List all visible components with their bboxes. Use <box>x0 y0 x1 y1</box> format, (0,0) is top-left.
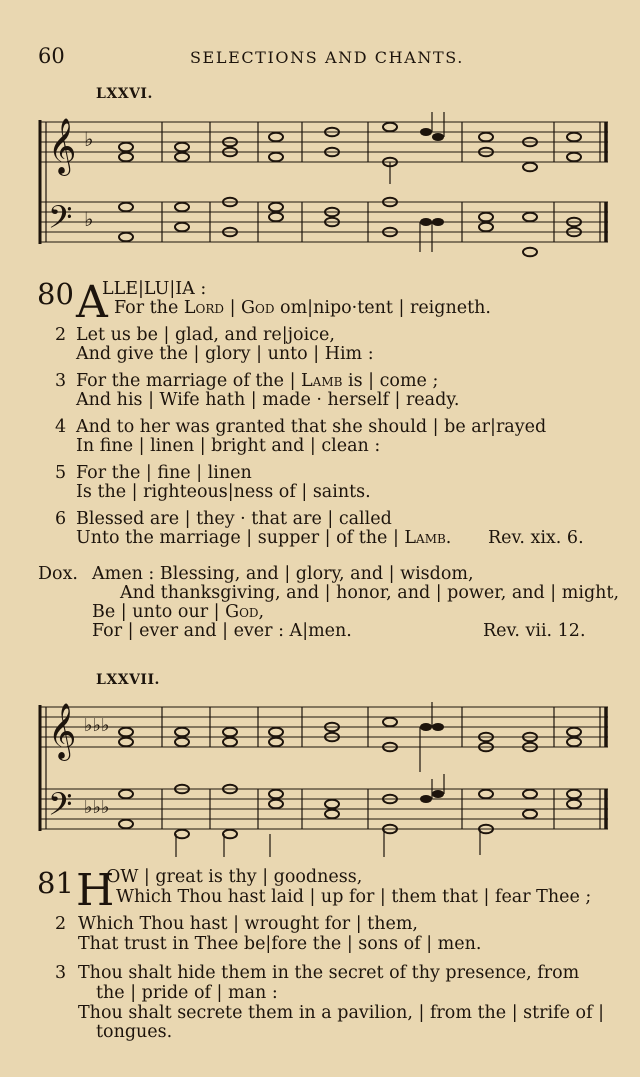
verse-line: Which Thou hast | wrought for | them, <box>78 914 418 934</box>
verse-line: And give the | glory | unto | Him : <box>76 344 374 364</box>
drop-cap: A <box>76 277 108 328</box>
selection-number: 80 <box>37 277 74 311</box>
verse-1-line-1: OW | great is thy | goodness, <box>106 867 363 887</box>
verse-line: Is the | righteous|ness of | saints. <box>76 482 371 502</box>
verse-number: 3 <box>55 963 67 983</box>
small-caps-word: Lord <box>183 298 224 318</box>
page-header <box>0 44 640 74</box>
text-fragment: om|nipo·tent | reigneth. <box>274 298 491 318</box>
verse-1-line-1: LLE|LU|IA : <box>102 279 207 299</box>
verse-number: 3 <box>55 371 67 391</box>
verse-1-line-2 <box>114 298 491 318</box>
svg-text:♭♭♭: ♭♭♭ <box>84 797 110 818</box>
music-staff-chant-76 <box>34 112 614 262</box>
text-fragment: is | come ; <box>342 371 439 391</box>
small-caps-word: Lamb. <box>404 528 452 548</box>
chant-number: LXXVI. <box>96 86 153 102</box>
verse-number: 2 <box>55 914 67 934</box>
doxology-label: Dox. <box>38 564 78 584</box>
svg-text:𝄞: 𝄞 <box>48 703 77 759</box>
doxology-line: Amen : Blessing, and | glory, and | wisdom, <box>92 564 474 584</box>
verse-number: 5 <box>55 463 67 483</box>
chant-number: LXXVII. <box>96 672 160 688</box>
verse-line: tongues. <box>96 1022 173 1042</box>
verse-line: And to her was granted that she should | be ar|rayed <box>76 417 547 437</box>
text-fragment: Unto the marriage | supper | of the | <box>76 528 405 548</box>
verse-number: 4 <box>55 417 67 437</box>
verse-line: Thou shalt hide them in the secret of thy presence, from <box>78 963 580 983</box>
verse-line: In fine | linen | bright and | clean : <box>76 436 381 456</box>
svg-text:𝄞: 𝄞 <box>48 118 77 174</box>
doxology-line: And thanksgiving, and | honor, and | power, and | might, <box>120 583 620 603</box>
text-fragment: For the marriage of the | <box>76 371 302 391</box>
svg-text:𝄢: 𝄢 <box>48 199 73 243</box>
text-fragment: For the <box>114 298 184 318</box>
verse-line: That trust in Thee be|fore the | sons of | men. <box>78 934 482 954</box>
verse-number: 6 <box>55 509 67 529</box>
verse-line <box>76 371 438 391</box>
text-fragment: | <box>224 298 242 318</box>
selection-number: 81 <box>37 866 74 900</box>
svg-text:♭: ♭ <box>84 207 94 231</box>
verse-line: the | pride of | man : <box>96 983 278 1003</box>
verse-1-line-2: Which Thou hast laid | up for | them that | fear Thee ; <box>116 887 592 907</box>
svg-text:♭: ♭ <box>84 127 94 151</box>
drop-cap: H <box>76 865 115 916</box>
page-number: 60 <box>38 44 65 68</box>
scripture-reference: Rev. xix. 6. <box>488 528 584 548</box>
small-caps-word: Lamb <box>301 371 343 391</box>
small-caps-word: God, <box>225 602 265 622</box>
verse-number: 2 <box>55 325 67 345</box>
verse-line <box>76 528 451 548</box>
doxology-line: For | ever and | ever : A|men. <box>92 621 352 641</box>
verse-line: Thou shalt secrete them in a pavilion, | from the | strife of | <box>78 1003 605 1023</box>
doxology-line <box>92 602 264 622</box>
text-fragment: Be | unto our | <box>92 602 226 622</box>
verse-line: Let us be | glad, and re|joice, <box>76 325 335 345</box>
music-staff-chant-77 <box>34 697 614 857</box>
svg-text:𝄢: 𝄢 <box>48 786 73 830</box>
verse-line: Blessed are | they · that are | called <box>76 509 392 529</box>
verse-line: For the | fine | linen <box>76 463 252 483</box>
svg-text:♭♭♭: ♭♭♭ <box>84 715 110 736</box>
small-caps-word: God <box>241 298 275 318</box>
scripture-reference: Rev. vii. 12. <box>483 621 586 641</box>
page-title: SELECTIONS AND CHANTS. <box>190 48 464 67</box>
verse-line: And his | Wife hath | made · herself | ready. <box>76 390 460 410</box>
